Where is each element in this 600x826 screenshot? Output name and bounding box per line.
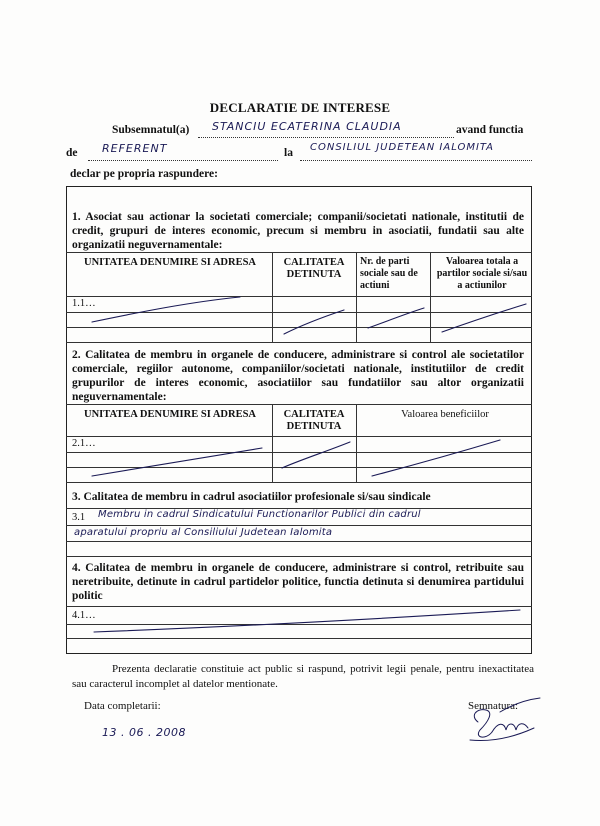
institution-handwritten-value: CONSILIUL JUDETEAN IALOMITA [310,142,494,153]
section1-strike-unitatea [92,297,240,322]
section2-header-valoarea: Valoarea beneficiilor [401,409,489,420]
date-label: Data completarii: [84,700,161,712]
subsemnatul-handwritten-name: STANCIU ECATERINA CLAUDIA [212,120,402,133]
section4-text: 4. Calitatea de membru in organele de conducere, administrare si control, retribuite sau neretribuite, detinute in cadrul partidelor politice, functia detinuta si denumirea partidului politic [72,562,524,602]
section3-text: 3. Calitatea de membru in cadrul asociatiilor profesionale si/sau sindicale [72,491,431,503]
functia-label: de [66,147,78,159]
section1-header-calitatea: CALITATEA DETINUTA [283,257,345,280]
section4-row-label: 4.1… [72,610,96,621]
section2-row-label: 2.1… [72,438,96,449]
signature-scribble [470,698,540,741]
functia-handwritten-value: REFERENT [102,142,168,155]
section2-strike-calitatea [282,442,350,468]
section1-strike-calitatea [284,310,344,334]
section1-strike-valoarea [442,304,526,332]
subsemnatul-label: Subsemnatul(a) [112,124,190,136]
page-title: DECLARATIE DE INTERESE [209,100,391,115]
section2-header-unitatea: UNITATEA DENUMIRE SI ADRESA [83,409,257,420]
footer-statement: Prezenta declaratie constituie act public si raspund, potrivit legii penale, pentru inexactitatea sau caracterul incomplet al datelor mentionate. [72,663,534,690]
section4-strike [94,610,520,632]
section2-strike-valoarea [372,440,500,476]
section1-strike-parti [368,308,424,328]
section1-row-label: 1.1… [72,298,96,309]
section1-header-valoarea: Valoarea totala a partilor sociale si/sau a actiunilor [436,256,528,291]
signature-label: Semnatura: [468,700,519,712]
section3-handwritten-entry-line2: aparatului propriu al Consiliului Judetean Ialomita [74,527,333,538]
section1-header-parti: Nr. de parti sociale sau de actiuni [360,256,418,291]
section2-text: 2. Calitatea de membru in organele de conducere, administrare si control ale societatilor comerciale, regiilor autonome, companiilor/societati nationale, institutiilor de credit grupurilor de interes economic, asociatiilor sau fundatiilor sau altor organizatii neguvernamentale: [72,349,524,403]
section3-row-label: 3.1 [72,512,86,523]
section2-strike-unitatea [92,448,262,476]
section2-header-calitatea: CALITATEA DETINUTA [283,409,345,432]
date-handwritten-value: 13 . 06 . 2008 [102,726,186,739]
section1-header-unitatea: UNITATEA DENUMIRE SI ADRESA [83,257,257,268]
section3-handwritten-entry-line1: Membru in cadrul Sindicatului Functionarilor Publici din cadrul [98,509,421,520]
subsemnatul-suffix: avand functia [456,124,524,136]
declar-text: declar pe propria raspundere: [70,168,218,180]
section1-text: 1. Asociat sau actionar la societati comerciale; companii/societati nationale, institutii de credit, grupuri de interes economic, precum si membru in asociatii, fundatii sau alte organizatii neguvernamentale: [72,211,524,251]
functia-connector: la [284,147,293,159]
